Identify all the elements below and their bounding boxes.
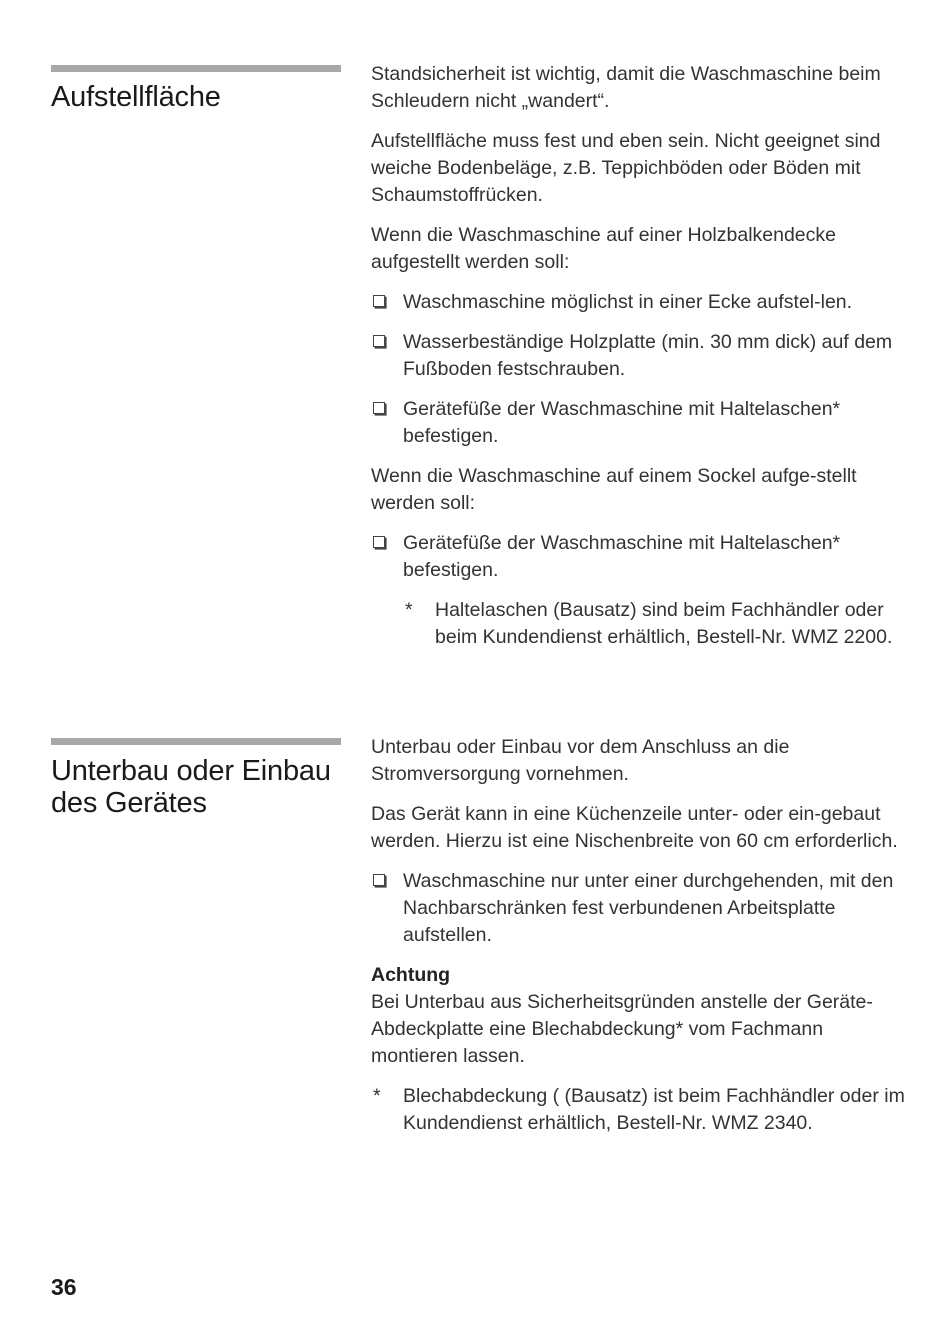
checklist-item (371, 329, 911, 383)
paragraph: Unterbau oder Einbau vor dem Anschluss an die Stromversorgung vornehmen. (371, 736, 790, 785)
checklist-item-text: Gerätefüße der Waschmaschine mit Haltelaschen* befestigen. (403, 398, 841, 447)
footnote (403, 597, 911, 651)
warning-block (371, 962, 911, 1070)
paragraph: Standsicherheit ist wichtig, damit die Waschmaschine beim Schleudern nicht „wandert“. (371, 63, 881, 112)
paragraph: Wenn die Waschmaschine auf einem Sockel aufge-stellt werden soll: (371, 465, 857, 514)
footnote-marker: * (373, 1085, 381, 1107)
section-body-aufstellflaeche (371, 61, 911, 664)
warning-label: Achtung (371, 964, 451, 986)
checklist-item-text: Wasserbeständige Holzplatte (min. 30 mm dick) auf dem Fußboden festschrauben. (403, 331, 893, 380)
checkbox-icon (373, 295, 385, 307)
paragraph: Das Gerät kann in eine Küchenzeile unter- oder ein-gebaut werden. Hierzu ist eine Nischenbreite von 60 cm erforderlich. (371, 803, 898, 852)
page-number: 36 (51, 1274, 77, 1300)
checkbox-icon (373, 402, 385, 414)
checklist-item (371, 530, 911, 584)
checklist-item (371, 289, 911, 316)
section-title-unterbau: Unterbau oder Einbau des Gerätes (51, 755, 331, 819)
paragraph: Wenn die Waschmaschine auf einer Holzbalkendecke aufgestellt werden soll: (371, 224, 837, 273)
checklist-item-text: Gerätefüße der Waschmaschine mit Haltelaschen* befestigen. (403, 532, 841, 581)
checklist-item (371, 396, 911, 450)
section-divider (51, 738, 341, 745)
checkbox-icon (373, 874, 385, 886)
section-body-unterbau (371, 734, 911, 1150)
section-divider (51, 65, 341, 72)
footnote-text: Blechabdeckung ( (Bausatz) ist beim Fachhändler oder im Kundendienst erhältlich, Bestell-Nr. WMZ 2340. (403, 1085, 905, 1134)
checkbox-icon (373, 536, 385, 548)
checklist-item (371, 868, 911, 949)
footnote (371, 1083, 911, 1137)
warning-text: Bei Unterbau aus Sicherheitsgründen anstelle der Geräte-Abdeckplatte eine Blechabdeckung* vom Fachmann montieren lassen. (371, 991, 873, 1067)
checklist-item-text: Waschmaschine möglichst in einer Ecke aufstel-len. (403, 291, 853, 313)
footnote-marker: * (405, 599, 413, 621)
footnote-text: Haltelaschen (Bausatz) sind beim Fachhändler oder beim Kundendienst erhältlich, Bestell-Nr. WMZ 2200. (435, 599, 893, 648)
paragraph: Aufstellfläche muss fest und eben sein. Nicht geeignet sind weiche Bodenbeläge, z.B. Teppichböden oder Böden mit Schaumstoffrücken. (371, 130, 881, 206)
checklist-item-text: Waschmaschine nur unter einer durchgehenden, mit den Nachbarschränken fest verbundenen Arbeitsplatte aufstellen. (403, 870, 894, 946)
section-title-aufstellflaeche: Aufstellfläche (51, 81, 221, 113)
checkbox-icon (373, 335, 385, 347)
